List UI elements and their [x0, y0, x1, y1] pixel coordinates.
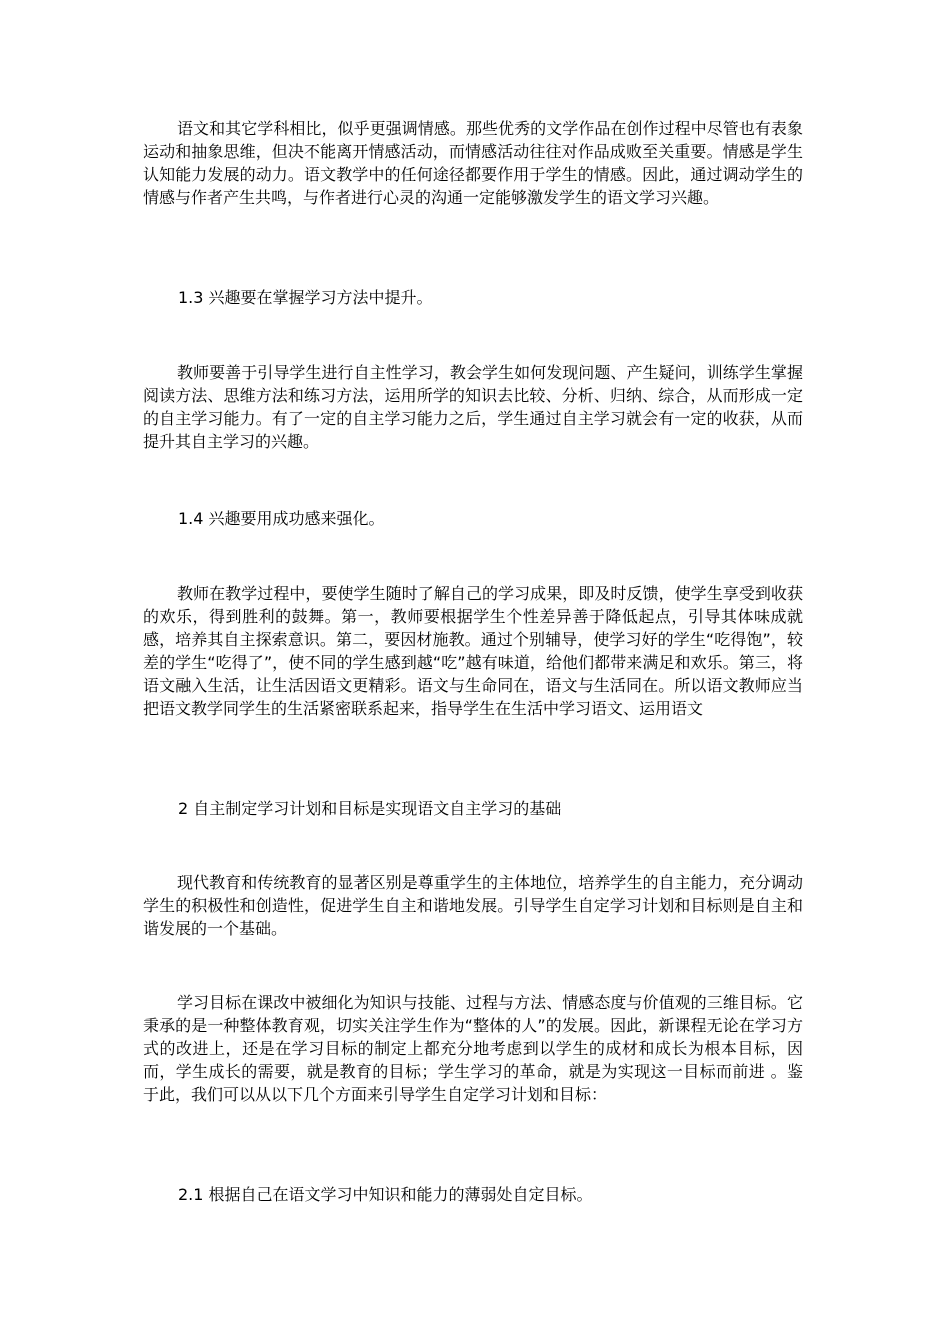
- paragraph-learning-goals: 学习目标在课改中被细化为知识与技能、过程与方法、情感态度与价值观的三维目标。它秉承的是一种整体教育观，切实关注学生作为“整体的人”的发展。因此，新课程无论在学习方式的改进上，还是在学习目标的制定上都充分地考虑到以学生的成材和成长为根本目标，因而，学生成长的需要，就是教育的目标；学生学习的革命，就是为实现这一目标而前进 。鉴于此，我们可以从以下几个方面来引导学生自定学习计划和目标：: [143, 993, 803, 1104]
- heading-1-3: 1.3 兴趣要在掌握学习方法中提升。: [178, 288, 433, 307]
- paragraph-learning-methods: 教师要善于引导学生进行自主性学习，教会学生如何发现问题、产生疑问，训练学生掌握阅读方法、思维方法和练习方法，运用所学的知识去比较、分析、归纳、综合，从而形成一定的自主学习能力。有了一定的自主学习能力之后，学生通过自主学习就会有一定的收获，从而提升其自主学习的兴趣。: [143, 363, 803, 451]
- heading-1-4: 1.4 兴趣要用成功感来强化。: [178, 509, 385, 528]
- paragraph-modern-education: 现代教育和传统教育的显著区别是尊重学生的主体地位，培养学生的自主能力，充分调动学生的积极性和创造性，促进学生自主和谐地发展。引导学生自定学习计划和目标则是自主和谐发展的一个基础。: [143, 873, 803, 938]
- heading-2: 2 自主制定学习计划和目标是实现语文自主学习的基础: [178, 799, 562, 818]
- heading-2-1: 2.1 根据自己在语文学习中知识和能力的薄弱处自定目标。: [178, 1185, 593, 1204]
- paragraph-success: 教师在教学过程中，要使学生随时了解自己的学习成果，即及时反馈，使学生享受到收获的欢乐，得到胜利的鼓舞。第一，教师要根据学生个性差异善于降低起点，引导其体味成就感，培养其自主探索意识。第二，要因材施教。通过个别辅导，使学习好的学生“吃得饱”，较差的学生“吃得了”，使不同的学生感到越“吃”越有味道，给他们都带来满足和欢乐。第三，将语文融入生活，让生活因语文更精彩。语文与生命同在，语文与生活同在。所以语文教师应当把语文教学同学生的生活紧密联系起来，指导学生在生活中学习语文、运用语文: [143, 584, 803, 718]
- paragraph-emotion: 语文和其它学科相比，似乎更强调情感。那些优秀的文学作品在创作过程中尽管也有表象运动和抽象思维，但决不能离开情感活动，而情感活动往往对作品成败至关重要。情感是学生认知能力发展的动力。语文教学中的任何途径都要作用于学生的情感。因此，通过调动学生的情感与作者产生共鸣，与作者进行心灵的沟通一定能够激发学生的语文学习兴趣。: [143, 119, 803, 207]
